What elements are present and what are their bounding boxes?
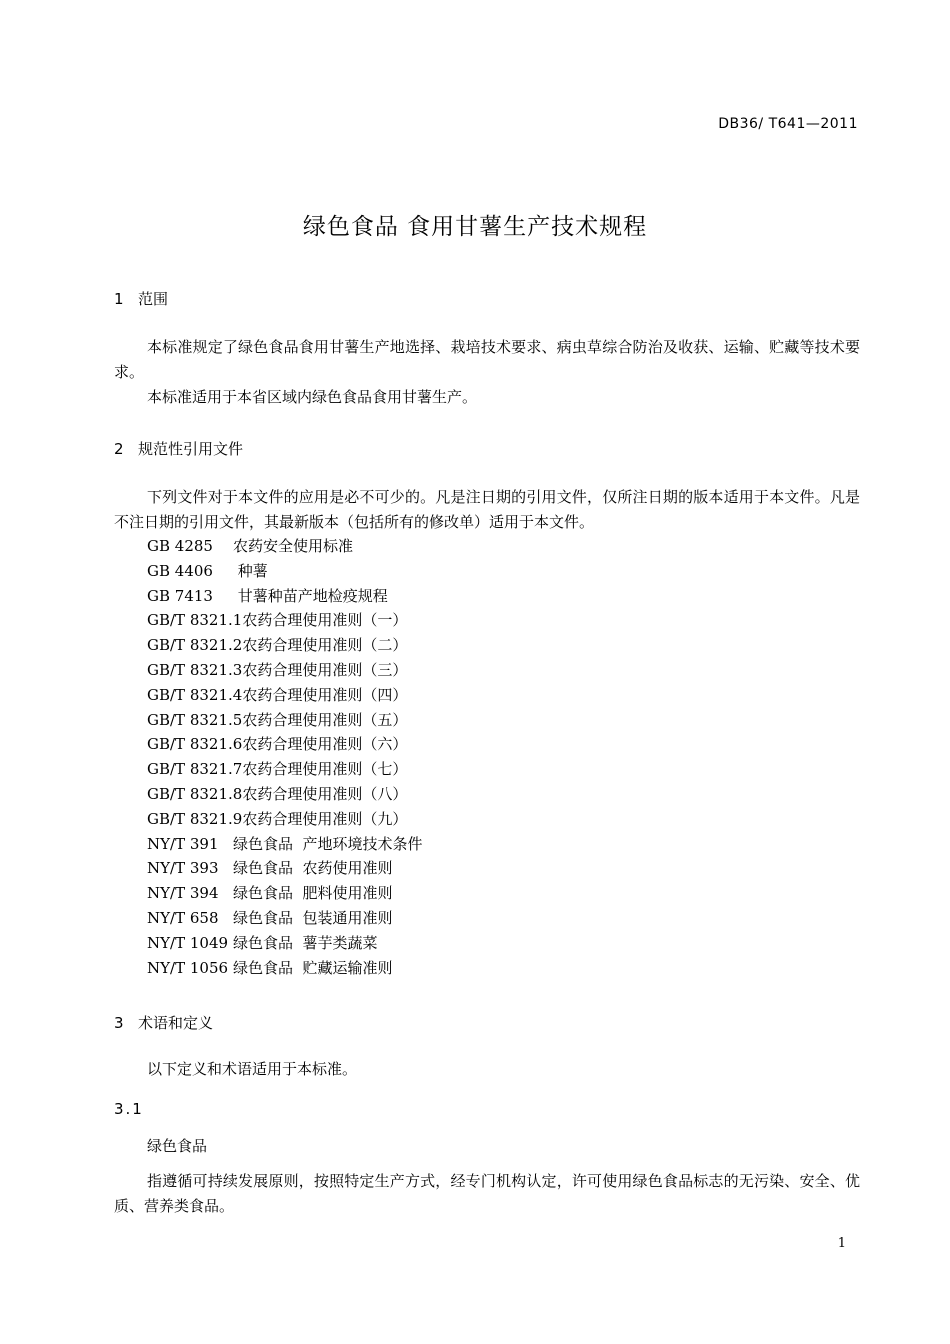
reference-code: NY/T 1049: [147, 933, 229, 952]
reference-title: 绿色食品 薯芋类蔬菜: [233, 933, 378, 952]
reference-item: [147, 683, 423, 708]
term-definition: 指遵循可持续发展原则，按照特定生产方式，经专门机构认定，许可使用绿色食品标志的无污染、安全、优质、营养类食品。: [114, 1172, 860, 1215]
reference-item: [147, 732, 423, 757]
reference-title: 农药合理使用准则（四）: [242, 685, 408, 704]
terms-intro: 以下定义和术语适用于本标准。: [147, 1060, 358, 1078]
reference-item: [147, 757, 423, 782]
document-code: DB36/ T641—2011: [718, 116, 858, 132]
section-heading-references: [114, 438, 243, 459]
reference-code: NY/T 394: [147, 884, 219, 903]
reference-title: 农药安全使用标准: [233, 537, 354, 555]
reference-title: 种薯: [233, 561, 268, 580]
reference-item: [147, 782, 423, 807]
reference-title: 绿色食品 肥料使用准则: [233, 884, 393, 903]
reference-list: [147, 534, 423, 980]
reference-code: GB 4406: [147, 561, 213, 580]
reference-item: [147, 584, 423, 609]
reference-item: [147, 807, 423, 832]
reference-title: 绿色食品 包装通用准则: [233, 908, 393, 927]
reference-item: [147, 534, 423, 559]
reference-title: 绿色食品 农药使用准则: [233, 859, 393, 878]
reference-code: GB/T 8321.4: [147, 685, 243, 704]
reference-item: [147, 906, 423, 931]
reference-code: GB/T 8321.1: [147, 611, 243, 630]
reference-item: [147, 931, 423, 956]
reference-code: GB/T 8321.2: [147, 636, 243, 655]
reference-code: GB/T 8321.9: [147, 809, 243, 828]
reference-title: 农药合理使用准则（三）: [242, 660, 408, 679]
reference-code: GB/T 8321.8: [147, 784, 243, 803]
reference-item: [147, 856, 423, 881]
reference-title: 农药合理使用准则（一）: [242, 611, 408, 630]
reference-item: [147, 832, 423, 857]
scope-applicability: 本标准适用于本省区域内绿色食品食用甘薯生产。: [147, 388, 478, 406]
reference-title: 农药合理使用准则（六）: [242, 735, 408, 754]
reference-item: [147, 658, 423, 683]
section-number: 3: [114, 1014, 124, 1032]
reference-code: NY/T 1056: [147, 958, 229, 977]
reference-item: [147, 608, 423, 633]
section-title: 术语和定义: [138, 1014, 214, 1032]
section-title: 范围: [138, 290, 169, 308]
reference-code: GB/T 8321.5: [147, 710, 243, 729]
section-title: 规范性引用文件: [138, 440, 244, 458]
reference-code: NY/T 393: [147, 859, 219, 878]
reference-item: [147, 881, 423, 906]
reference-title: 农药合理使用准则（九）: [242, 809, 408, 828]
section-heading-scope: [114, 288, 168, 309]
section-number: 1: [114, 290, 124, 308]
reference-code: GB 4285: [147, 537, 213, 555]
reference-item: [147, 559, 423, 584]
reference-item: [147, 633, 423, 658]
reference-code: GB/T 8321.6: [147, 735, 243, 754]
page-number: 1: [837, 1236, 846, 1251]
reference-title: 农药合理使用准则（五）: [242, 710, 408, 729]
scope-paragraph: 本标准规定了绿色食品食用甘薯生产地选择、栽培技术要求、病虫草综合防治及收获、运输、贮藏等技术要求。: [114, 338, 860, 381]
section-number: 2: [114, 440, 124, 458]
reference-item: [147, 956, 423, 981]
reference-code: NY/T 391: [147, 834, 219, 853]
reference-code: GB/T 8321.3: [147, 660, 243, 679]
reference-code: GB 7413: [147, 586, 213, 605]
subsection-number: 3.1: [114, 1100, 144, 1118]
term-name: 绿色食品: [147, 1137, 208, 1155]
document-title: 绿色食品 食用甘薯生产技术规程: [302, 214, 648, 240]
reference-item: [147, 708, 423, 733]
references-intro: 下列文件对于本文件的应用是必不可少的。凡是注日期的引用文件，仅所注日期的版本适用于本文件。凡是不注日期的引用文件，其最新版本（包括所有的修改单）适用于本文件。: [114, 488, 860, 531]
reference-title: 农药合理使用准则（七）: [242, 760, 408, 779]
reference-title: 农药合理使用准则（八）: [242, 784, 408, 803]
reference-title: 绿色食品 产地环境技术条件: [233, 834, 423, 853]
reference-title: 农药合理使用准则（二）: [242, 636, 408, 655]
reference-title: 甘薯种苗产地检疫规程: [233, 586, 388, 605]
reference-code: NY/T 658: [147, 908, 219, 927]
reference-title: 绿色食品 贮藏运输准则: [233, 958, 393, 977]
section-heading-terms: [114, 1012, 213, 1033]
reference-code: GB/T 8321.7: [147, 760, 243, 779]
